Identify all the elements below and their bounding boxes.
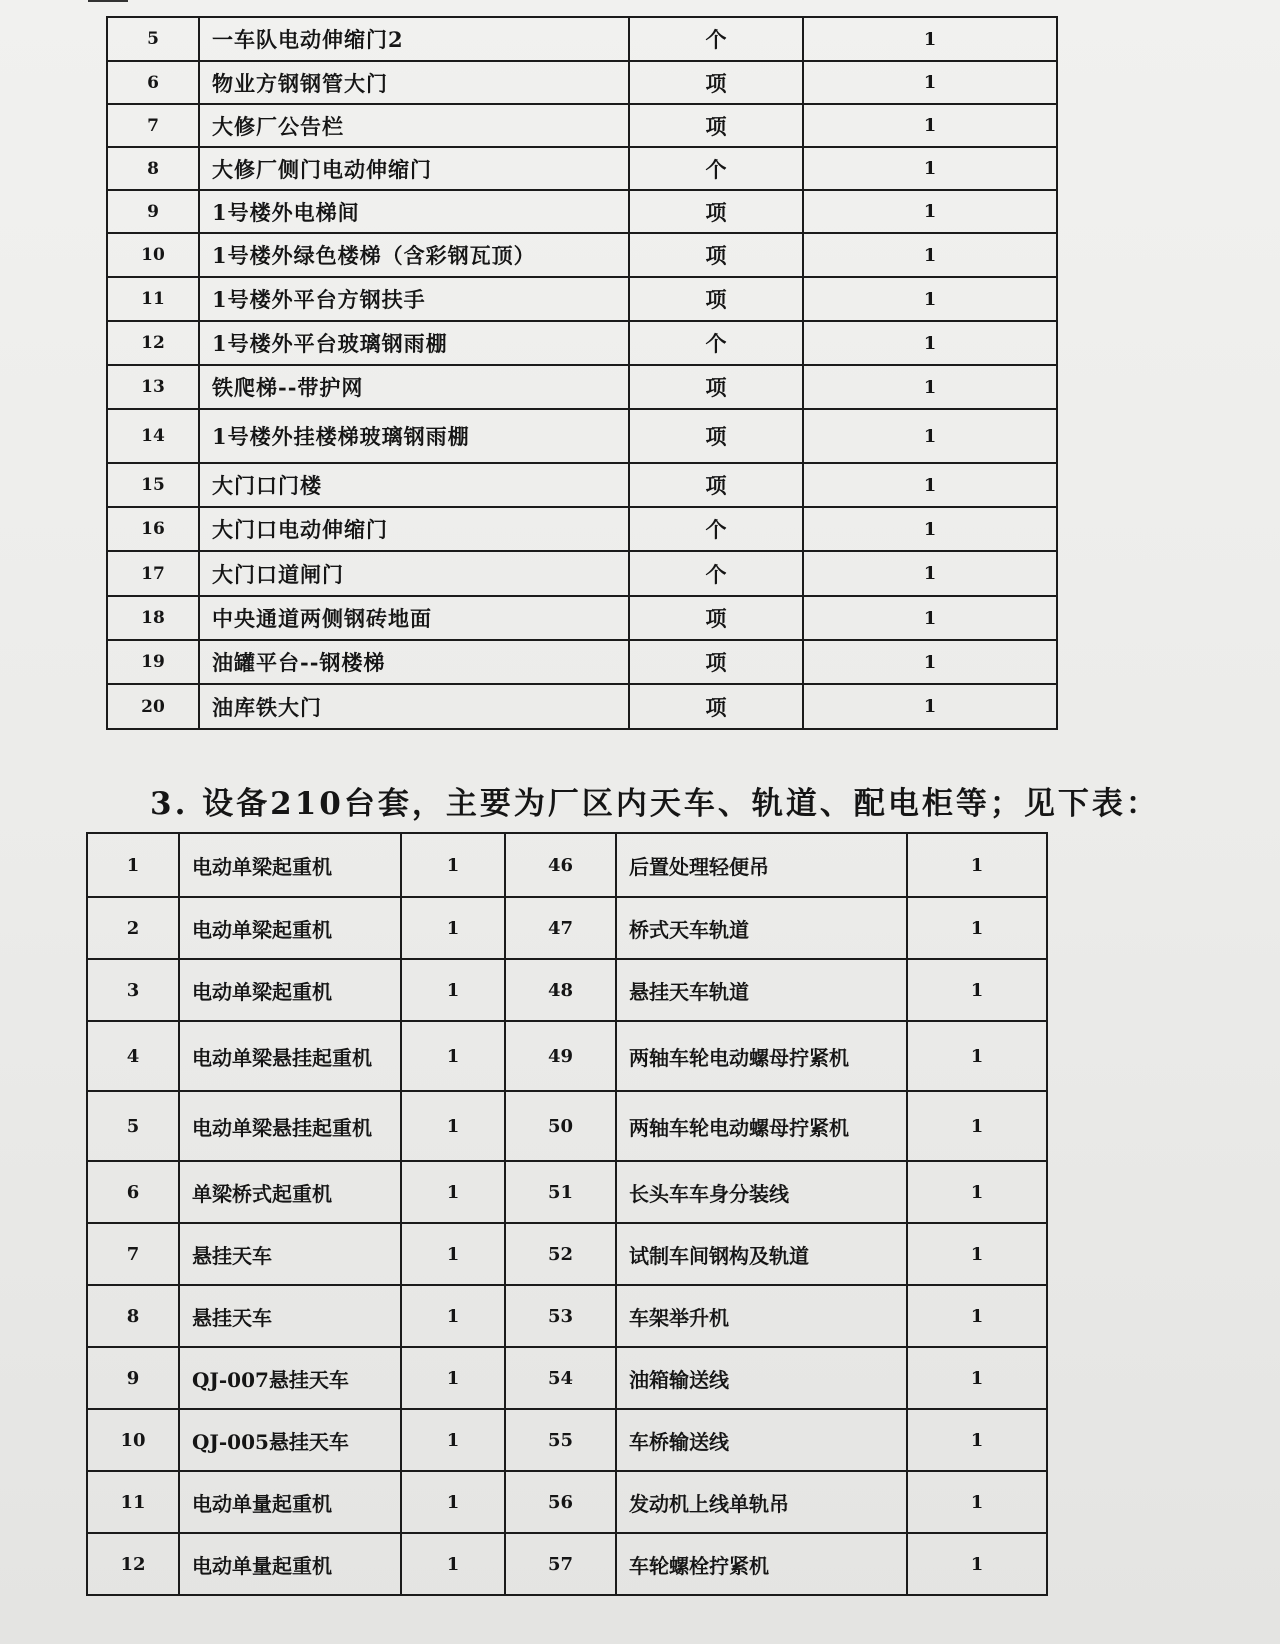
item-number: 12 bbox=[107, 321, 199, 365]
item-name: 1号楼外平台玻璃钢雨棚 bbox=[199, 321, 629, 365]
left-item-name: 悬挂天车 bbox=[179, 1285, 401, 1347]
item-number: 17 bbox=[107, 551, 199, 596]
equipment-table bbox=[86, 832, 1048, 1596]
right-item-name: 后置处理轻便吊 bbox=[616, 833, 907, 897]
equipment-row bbox=[87, 1409, 1047, 1471]
left-item-quantity: 1 bbox=[401, 959, 505, 1021]
left-item-name: 电动单梁起重机 bbox=[179, 959, 401, 1021]
item-quantity: 1 bbox=[803, 409, 1057, 463]
item-name: 油库铁大门 bbox=[199, 684, 629, 729]
facilities-row bbox=[107, 463, 1057, 507]
item-name: 1号楼外绿色楼梯（含彩钢瓦顶） bbox=[199, 233, 629, 277]
right-item-number: 50 bbox=[505, 1091, 616, 1161]
item-number: 18 bbox=[107, 596, 199, 640]
right-item-number: 56 bbox=[505, 1471, 616, 1533]
item-unit: 项 bbox=[629, 233, 803, 277]
item-quantity: 1 bbox=[803, 507, 1057, 551]
item-quantity: 1 bbox=[803, 277, 1057, 321]
item-name: 一车队电动伸缩门2 bbox=[199, 17, 629, 61]
right-item-quantity: 1 bbox=[907, 1021, 1047, 1091]
equipment-row bbox=[87, 959, 1047, 1021]
item-quantity: 1 bbox=[803, 551, 1057, 596]
left-item-quantity: 1 bbox=[401, 1533, 505, 1595]
right-item-name: 桥式天车轨道 bbox=[616, 897, 907, 959]
item-quantity: 1 bbox=[803, 684, 1057, 729]
left-item-number: 10 bbox=[87, 1409, 179, 1471]
item-name: 1号楼外挂楼梯玻璃钢雨棚 bbox=[199, 409, 629, 463]
facilities-row bbox=[107, 104, 1057, 147]
item-unit: 个 bbox=[629, 17, 803, 61]
facilities-row bbox=[107, 61, 1057, 104]
left-item-number: 3 bbox=[87, 959, 179, 1021]
facilities-row bbox=[107, 551, 1057, 596]
right-item-quantity: 1 bbox=[907, 1091, 1047, 1161]
item-quantity: 1 bbox=[803, 190, 1057, 233]
item-quantity: 1 bbox=[803, 463, 1057, 507]
item-unit: 项 bbox=[629, 104, 803, 147]
equipment-row bbox=[87, 1285, 1047, 1347]
facilities-table-body bbox=[107, 17, 1057, 729]
left-item-quantity: 1 bbox=[401, 1409, 505, 1471]
left-item-name: 电动单梁起重机 bbox=[179, 897, 401, 959]
item-name: 物业方钢钢管大门 bbox=[199, 61, 629, 104]
item-name: 1号楼外电梯间 bbox=[199, 190, 629, 233]
facilities-table bbox=[106, 16, 1058, 730]
item-number: 6 bbox=[107, 61, 199, 104]
item-quantity: 1 bbox=[803, 640, 1057, 684]
item-unit: 项 bbox=[629, 190, 803, 233]
item-quantity: 1 bbox=[803, 61, 1057, 104]
left-item-name: 单梁桥式起重机 bbox=[179, 1161, 401, 1223]
facilities-row bbox=[107, 365, 1057, 409]
item-number: 10 bbox=[107, 233, 199, 277]
right-item-quantity: 1 bbox=[907, 1285, 1047, 1347]
left-item-quantity: 1 bbox=[401, 1347, 505, 1409]
left-item-number: 9 bbox=[87, 1347, 179, 1409]
facilities-row bbox=[107, 190, 1057, 233]
item-unit: 项 bbox=[629, 640, 803, 684]
item-quantity: 1 bbox=[803, 17, 1057, 61]
facilities-row bbox=[107, 233, 1057, 277]
item-number: 15 bbox=[107, 463, 199, 507]
item-name: 大修厂公告栏 bbox=[199, 104, 629, 147]
item-quantity: 1 bbox=[803, 596, 1057, 640]
left-item-number: 12 bbox=[87, 1533, 179, 1595]
item-unit: 项 bbox=[629, 596, 803, 640]
item-unit: 项 bbox=[629, 61, 803, 104]
right-item-quantity: 1 bbox=[907, 897, 1047, 959]
right-item-name: 长头车车身分装线 bbox=[616, 1161, 907, 1223]
item-name: 大门口电动伸缩门 bbox=[199, 507, 629, 551]
left-item-name: 电动单量起重机 bbox=[179, 1471, 401, 1533]
item-name: 大修厂侧门电动伸缩门 bbox=[199, 147, 629, 190]
left-item-quantity: 1 bbox=[401, 1021, 505, 1091]
equipment-row bbox=[87, 1471, 1047, 1533]
facilities-row bbox=[107, 507, 1057, 551]
left-item-name: 电动单量起重机 bbox=[179, 1533, 401, 1595]
right-item-name: 车轮螺栓拧紧机 bbox=[616, 1533, 907, 1595]
item-unit: 项 bbox=[629, 463, 803, 507]
left-item-name: QJ-007悬挂天车 bbox=[179, 1347, 401, 1409]
item-number: 14 bbox=[107, 409, 199, 463]
equipment-row bbox=[87, 897, 1047, 959]
item-unit: 个 bbox=[629, 551, 803, 596]
item-number: 13 bbox=[107, 365, 199, 409]
facilities-row bbox=[107, 640, 1057, 684]
item-number: 20 bbox=[107, 684, 199, 729]
right-item-name: 悬挂天车轨道 bbox=[616, 959, 907, 1021]
right-item-name: 两轴车轮电动螺母拧紧机 bbox=[616, 1021, 907, 1091]
right-item-quantity: 1 bbox=[907, 1223, 1047, 1285]
right-item-name: 试制车间钢构及轨道 bbox=[616, 1223, 907, 1285]
left-item-quantity: 1 bbox=[401, 897, 505, 959]
right-item-quantity: 1 bbox=[907, 1533, 1047, 1595]
left-item-number: 2 bbox=[87, 897, 179, 959]
item-name: 铁爬梯--带护网 bbox=[199, 365, 629, 409]
item-number: 11 bbox=[107, 277, 199, 321]
right-item-quantity: 1 bbox=[907, 959, 1047, 1021]
facilities-row bbox=[107, 277, 1057, 321]
right-item-number: 48 bbox=[505, 959, 616, 1021]
item-number: 16 bbox=[107, 507, 199, 551]
right-item-name: 车架举升机 bbox=[616, 1285, 907, 1347]
right-item-name: 油箱输送线 bbox=[616, 1347, 907, 1409]
left-item-quantity: 1 bbox=[401, 1091, 505, 1161]
facilities-row bbox=[107, 17, 1057, 61]
facilities-row bbox=[107, 684, 1057, 729]
item-number: 7 bbox=[107, 104, 199, 147]
equipment-row bbox=[87, 833, 1047, 897]
item-unit: 项 bbox=[629, 365, 803, 409]
right-item-number: 54 bbox=[505, 1347, 616, 1409]
item-name: 中央通道两侧钢砖地面 bbox=[199, 596, 629, 640]
right-item-name: 发动机上线单轨吊 bbox=[616, 1471, 907, 1533]
left-item-number: 6 bbox=[87, 1161, 179, 1223]
item-unit: 项 bbox=[629, 684, 803, 729]
left-item-name: 电动单梁起重机 bbox=[179, 833, 401, 897]
left-item-number: 4 bbox=[87, 1021, 179, 1091]
left-item-quantity: 1 bbox=[401, 833, 505, 897]
left-item-number: 5 bbox=[87, 1091, 179, 1161]
right-item-number: 53 bbox=[505, 1285, 616, 1347]
item-quantity: 1 bbox=[803, 147, 1057, 190]
equipment-row bbox=[87, 1161, 1047, 1223]
left-item-quantity: 1 bbox=[401, 1285, 505, 1347]
right-item-number: 57 bbox=[505, 1533, 616, 1595]
left-item-name: 电动单梁悬挂起重机 bbox=[179, 1091, 401, 1161]
right-item-quantity: 1 bbox=[907, 1409, 1047, 1471]
item-name: 1号楼外平台方钢扶手 bbox=[199, 277, 629, 321]
facilities-row bbox=[107, 321, 1057, 365]
right-item-name: 两轴车轮电动螺母拧紧机 bbox=[616, 1091, 907, 1161]
left-item-number: 1 bbox=[87, 833, 179, 897]
right-item-name: 车桥输送线 bbox=[616, 1409, 907, 1471]
item-quantity: 1 bbox=[803, 365, 1057, 409]
item-name: 大门口道闸门 bbox=[199, 551, 629, 596]
right-item-number: 49 bbox=[505, 1021, 616, 1091]
left-item-quantity: 1 bbox=[401, 1161, 505, 1223]
item-unit: 个 bbox=[629, 507, 803, 551]
right-item-number: 55 bbox=[505, 1409, 616, 1471]
right-item-number: 46 bbox=[505, 833, 616, 897]
item-number: 8 bbox=[107, 147, 199, 190]
left-item-quantity: 1 bbox=[401, 1223, 505, 1285]
right-item-number: 51 bbox=[505, 1161, 616, 1223]
item-name: 油罐平台--钢楼梯 bbox=[199, 640, 629, 684]
right-item-quantity: 1 bbox=[907, 1471, 1047, 1533]
left-item-number: 7 bbox=[87, 1223, 179, 1285]
left-item-name: 悬挂天车 bbox=[179, 1223, 401, 1285]
equipment-row bbox=[87, 1223, 1047, 1285]
item-unit: 项 bbox=[629, 409, 803, 463]
item-number: 9 bbox=[107, 190, 199, 233]
item-unit: 项 bbox=[629, 277, 803, 321]
equipment-row bbox=[87, 1021, 1047, 1091]
left-item-name: 电动单梁悬挂起重机 bbox=[179, 1021, 401, 1091]
item-unit: 个 bbox=[629, 147, 803, 190]
facilities-row bbox=[107, 596, 1057, 640]
right-item-quantity: 1 bbox=[907, 1347, 1047, 1409]
right-item-number: 52 bbox=[505, 1223, 616, 1285]
item-number: 19 bbox=[107, 640, 199, 684]
item-number: 5 bbox=[107, 17, 199, 61]
left-item-quantity: 1 bbox=[401, 1471, 505, 1533]
equipment-row bbox=[87, 1533, 1047, 1595]
left-item-number: 8 bbox=[87, 1285, 179, 1347]
facilities-row bbox=[107, 147, 1057, 190]
item-quantity: 1 bbox=[803, 104, 1057, 147]
section-heading: 3. 设备210台套，主要为厂区内天车、轨道、配电柜等；见下表： bbox=[150, 786, 1160, 822]
top-edge-mark bbox=[88, 0, 128, 2]
item-name: 大门口门楼 bbox=[199, 463, 629, 507]
right-item-quantity: 1 bbox=[907, 833, 1047, 897]
facilities-row bbox=[107, 409, 1057, 463]
item-quantity: 1 bbox=[803, 233, 1057, 277]
item-quantity: 1 bbox=[803, 321, 1057, 365]
item-unit: 个 bbox=[629, 321, 803, 365]
right-item-number: 47 bbox=[505, 897, 616, 959]
equipment-table-body bbox=[87, 833, 1047, 1595]
equipment-row bbox=[87, 1347, 1047, 1409]
right-item-quantity: 1 bbox=[907, 1161, 1047, 1223]
left-item-number: 11 bbox=[87, 1471, 179, 1533]
left-item-name: QJ-005悬挂天车 bbox=[179, 1409, 401, 1471]
equipment-row bbox=[87, 1091, 1047, 1161]
